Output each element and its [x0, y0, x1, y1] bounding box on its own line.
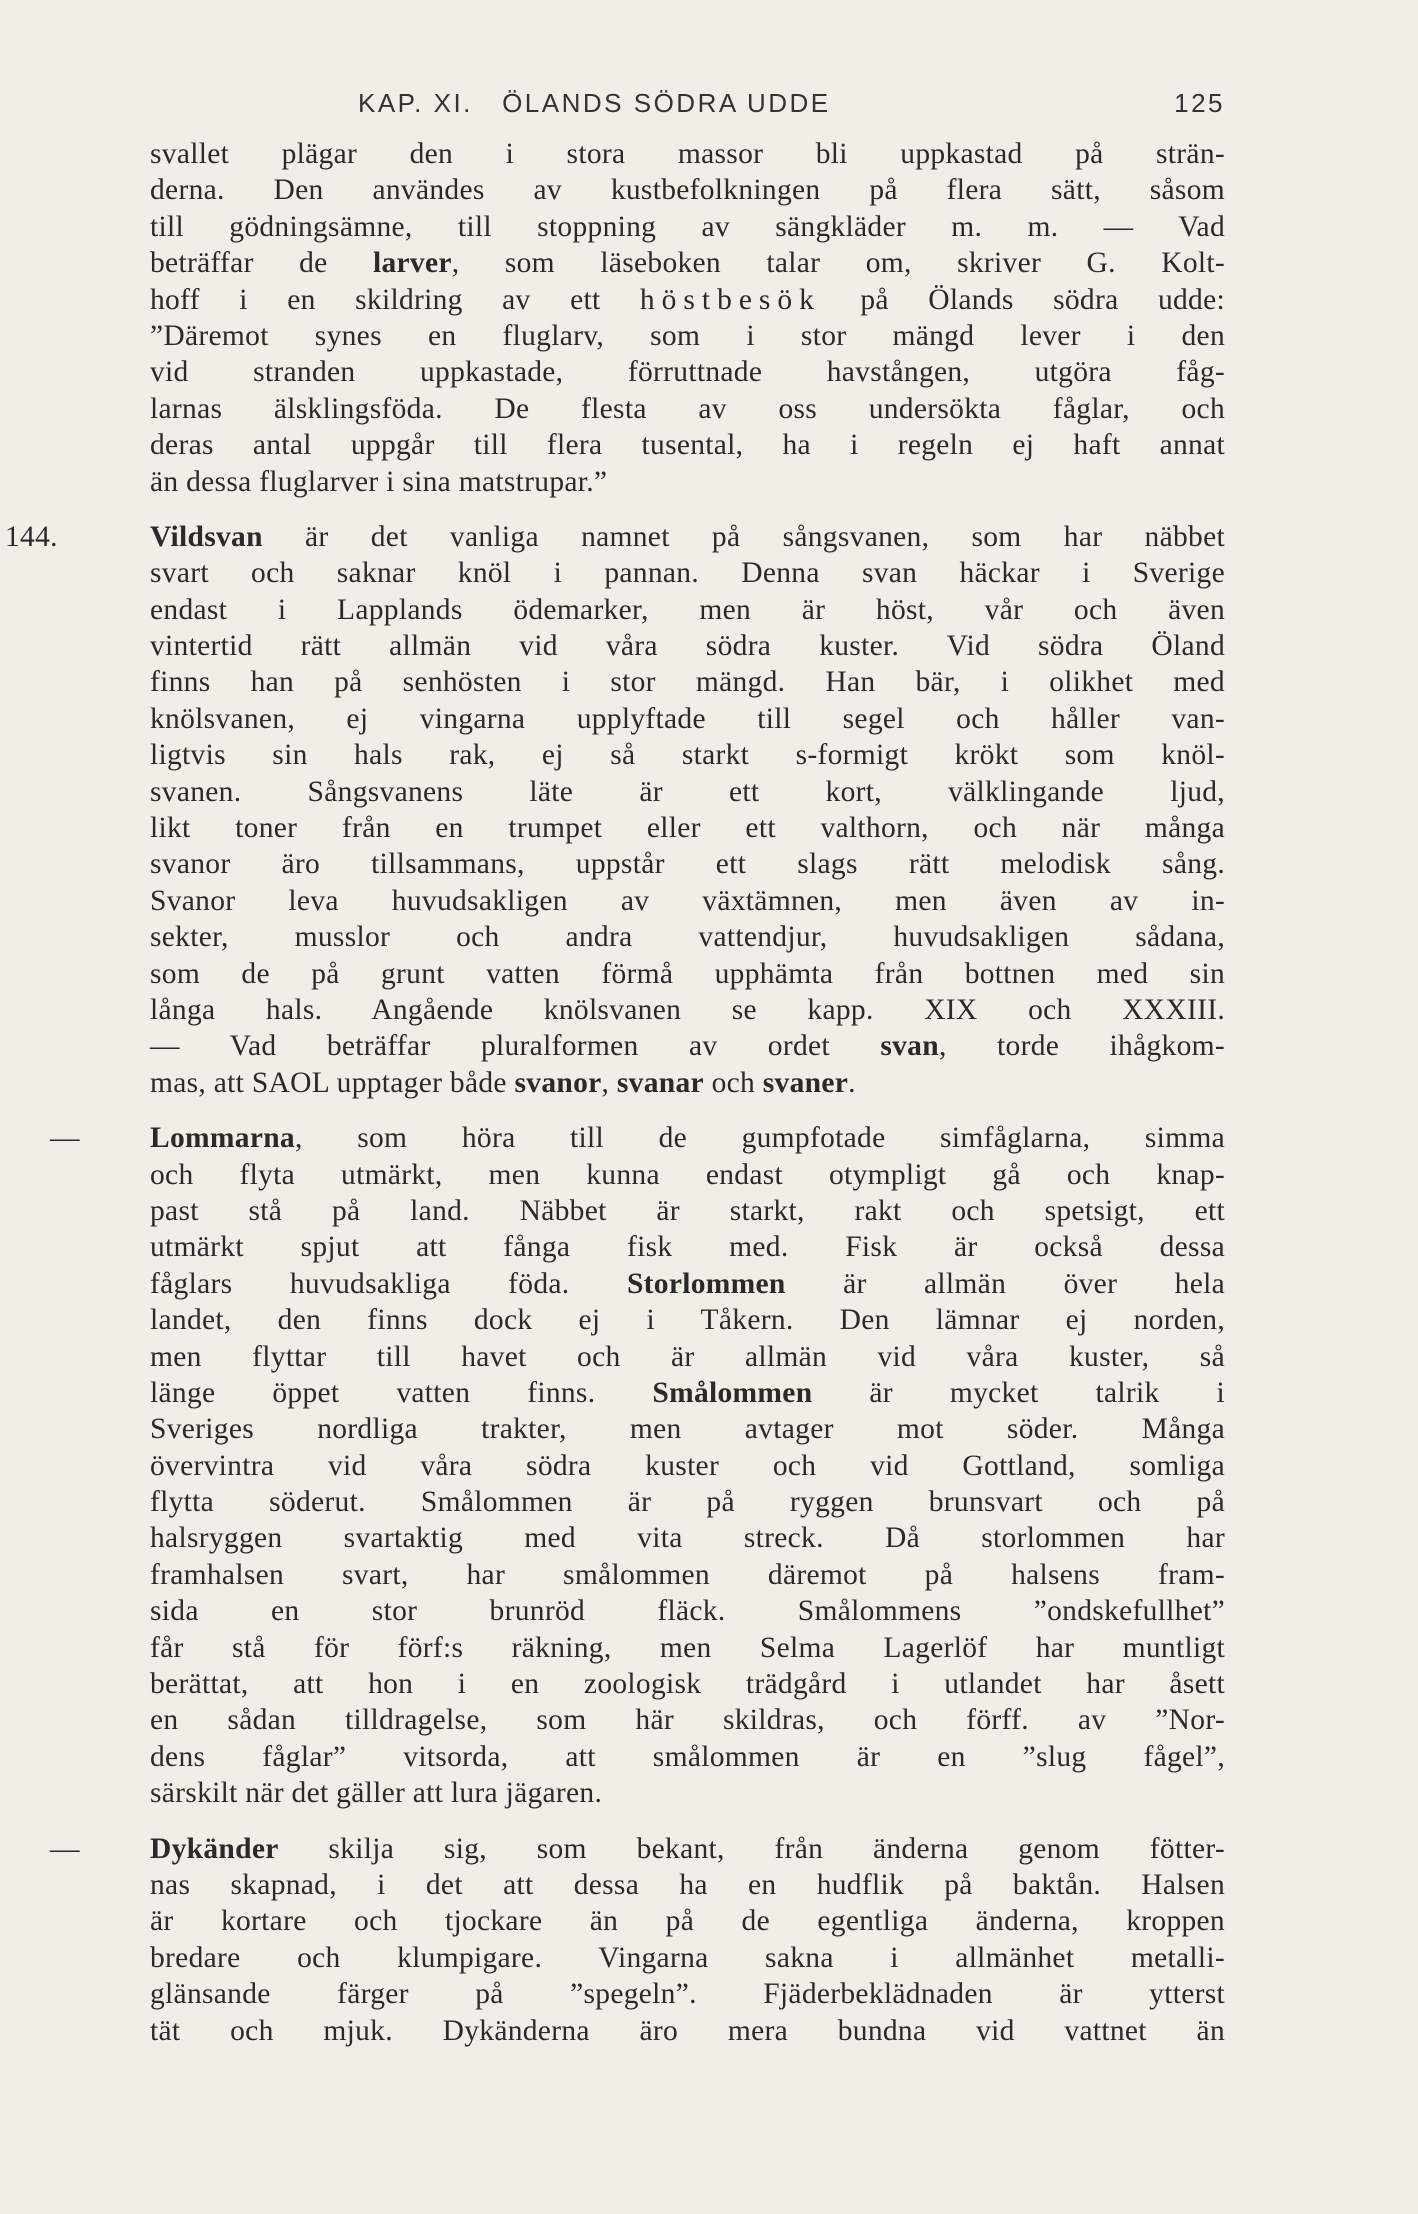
emphasis-term: svanar [616, 1066, 704, 1099]
text-line: derna. Den användes av kustbefolkningen på flera sätt, såsom [150, 174, 1225, 207]
paragraph-continuation [150, 136, 1225, 500]
text-line: deras antal uppgår till flera tusental, ha i regeln ej haft annat [150, 429, 1225, 462]
text-line: likt toner från en trumpet eller ett valthorn, och när många [150, 812, 1225, 845]
chapter-title: KAP. XI. ÖLANDS SÖDRA UDDE [358, 88, 831, 118]
emphasis-term: Vildsvan [150, 520, 263, 553]
text-line: — Vad beträffar pluralformen av ordet svan, torde ihågkom- [150, 1030, 1225, 1063]
note-number: 144. [5, 520, 58, 553]
text-line: mas, att SAOL upptager både svanor, svanar och svaner. [150, 1066, 856, 1099]
text-line: knölsvanen, ej vingarna upplyftade till segel och håller van- [150, 702, 1225, 735]
paragraph-144 [5, 519, 1225, 1101]
text-line: vid stranden uppkastade, förruttnade havstången, utgöra fåg- [150, 356, 1225, 389]
text-line: vintertid rätt allmän vid våra södra kuster. Vid södra Öland [150, 630, 1225, 663]
text-line: finns han på senhösten i stor mängd. Han bär, i olikhet med [150, 666, 1225, 699]
text-line: Svanor leva huvudsakligen av växtämnen, men även av in- [150, 884, 1225, 917]
text-line: ligtvis sin hals rak, ej så starkt s-formigt krökt som knöl- [150, 739, 1225, 772]
text-line: past stå på land. Näbbet är starkt, rakt och spetsigt, ett [150, 1194, 1225, 1227]
text-line: framhalsen svart, har smålommen däremot på halsens fram- [150, 1558, 1225, 1591]
text-line: svart och saknar knöl i pannan. Denna svan häckar i Sverige [150, 557, 1225, 590]
text-line: dens fåglar” vitsorda, att smålommen är en ”slug fågel”, [150, 1740, 1225, 1773]
text-line: utmärkt spjut att fånga fisk med. Fisk är också dessa [150, 1231, 1225, 1264]
emphasis-term: Storlommen [626, 1267, 786, 1300]
text-line: svallet plägar den i stora massor bli uppkastad på strän- [150, 138, 1225, 170]
emphasis-term: svan [880, 1030, 939, 1063]
text-line: svanor äro tillsammans, uppstår ett slags rätt melodisk sång. [150, 848, 1225, 881]
emphasis-term: Smålommen [652, 1376, 813, 1409]
margin-dash: — [50, 1122, 80, 1155]
text-line: — Lommarna, som höra till de gumpfotade simfåglarna, simma [150, 1120, 1225, 1156]
text-line: övervintra vid våra södra kuster och vid Gottland, somliga [150, 1449, 1225, 1482]
emphasis-term: svanor [514, 1066, 602, 1099]
paragraph-dykander [50, 1831, 1225, 2049]
body-text [5, 136, 1225, 2049]
text-line: än dessa fluglarver i sina matstrupar.” [150, 465, 608, 498]
text-line: svanen. Sångsvanens läte är ett kort, välklingande ljud, [150, 775, 1225, 808]
text-line: beträffar de larver, som läseboken talar om, skriver G. Kolt- [150, 247, 1225, 280]
text-line: bredare och klumpigare. Vingarna sakna i allmänhet metalli- [150, 1941, 1225, 1974]
text-line: landet, den finns dock ej i Tåkern. Den lämnar ej norden, [150, 1304, 1225, 1337]
emphasis-term: svaner [762, 1066, 849, 1099]
text-line: sekter, musslor och andra vattendjur, huvudsakligen sådana, [150, 921, 1225, 954]
text-line: larnas älsklingsföda. De flesta av oss undersökta fåglar, och [150, 392, 1225, 425]
text-line: får stå för förf:s räkning, men Selma Lagerlöf har muntligt [150, 1631, 1225, 1664]
text-line: berättat, att hon i en zoologisk trädgård i utlandet har åsett [150, 1668, 1225, 1701]
page-number: 125 [1174, 88, 1225, 118]
text-line: 144. Vildsvan är det vanliga namnet på sångsvanen, som har näbbet [150, 519, 1225, 555]
text-line: långa hals. Angående knölsvanen se kapp. XIX och XXXIII. [150, 993, 1225, 1026]
text-line: ”Däremot synes en fluglarv, som i stor mängd lever i den [150, 319, 1225, 352]
text-line: men flyttar till havet och är allmän vid våra kuster, så [150, 1340, 1225, 1373]
text-line: Sveriges nordliga trakter, men avtager mot söder. Många [150, 1413, 1225, 1446]
text-line: nas skapnad, i det att dessa ha en hudflik på baktån. Halsen [150, 1868, 1225, 1901]
text-line: tät och mjuk. Dykänderna äro mera bundna vid vattnet än [150, 2014, 1225, 2047]
text-line: till gödningsämne, till stoppning av sängkläder m. m. — Vad [150, 210, 1225, 243]
text-line: hoff i en skildring av ett höstbesök på Ölands södra udde: [150, 283, 1225, 316]
emphasis-term: larver [372, 247, 452, 280]
text-line: fåglars huvudsakliga föda. Storlommen är allmän över hela [150, 1267, 1225, 1300]
spaced-term: höstbesök [639, 283, 821, 316]
text-line: särskilt när det gäller att lura jägaren. [150, 1777, 603, 1810]
emphasis-term: Lommarna [150, 1122, 295, 1155]
text-line: halsryggen svartaktig med vita streck. Då storlommen har [150, 1522, 1225, 1555]
text-line: — Dykänder skilja sig, som bekant, från änderna genom fötter- [150, 1831, 1225, 1867]
text-line: länge öppet vatten finns. Smålommen är mycket talrik i [150, 1376, 1225, 1409]
text-line: endast i Lapplands ödemarker, men är höst, vår och även [150, 593, 1225, 626]
margin-dash: — [50, 1832, 80, 1865]
text-line: sida en stor brunröd fläck. Smålommens ”ondskefullhet” [150, 1595, 1225, 1628]
text-line: är kortare och tjockare än på de egentliga änderna, kroppen [150, 1905, 1225, 1938]
text-line: glänsande färger på ”spegeln”. Fjäderbeklädnaden är ytterst [150, 1978, 1225, 2011]
running-header [150, 88, 1225, 132]
text-line: och flyta utmärkt, men kunna endast otympligt gå och knap- [150, 1158, 1225, 1191]
text-line: en sådan tilldragelse, som här skildras, och förff. av ”Nor- [150, 1704, 1225, 1737]
text-line: flytta söderut. Smålommen är på ryggen brunsvart och på [150, 1486, 1225, 1519]
text-line: som de på grunt vatten förmå upphämta från bottnen med sin [150, 957, 1225, 990]
emphasis-term: Dykänder [150, 1832, 279, 1865]
paragraph-lommarna [50, 1120, 1225, 1811]
